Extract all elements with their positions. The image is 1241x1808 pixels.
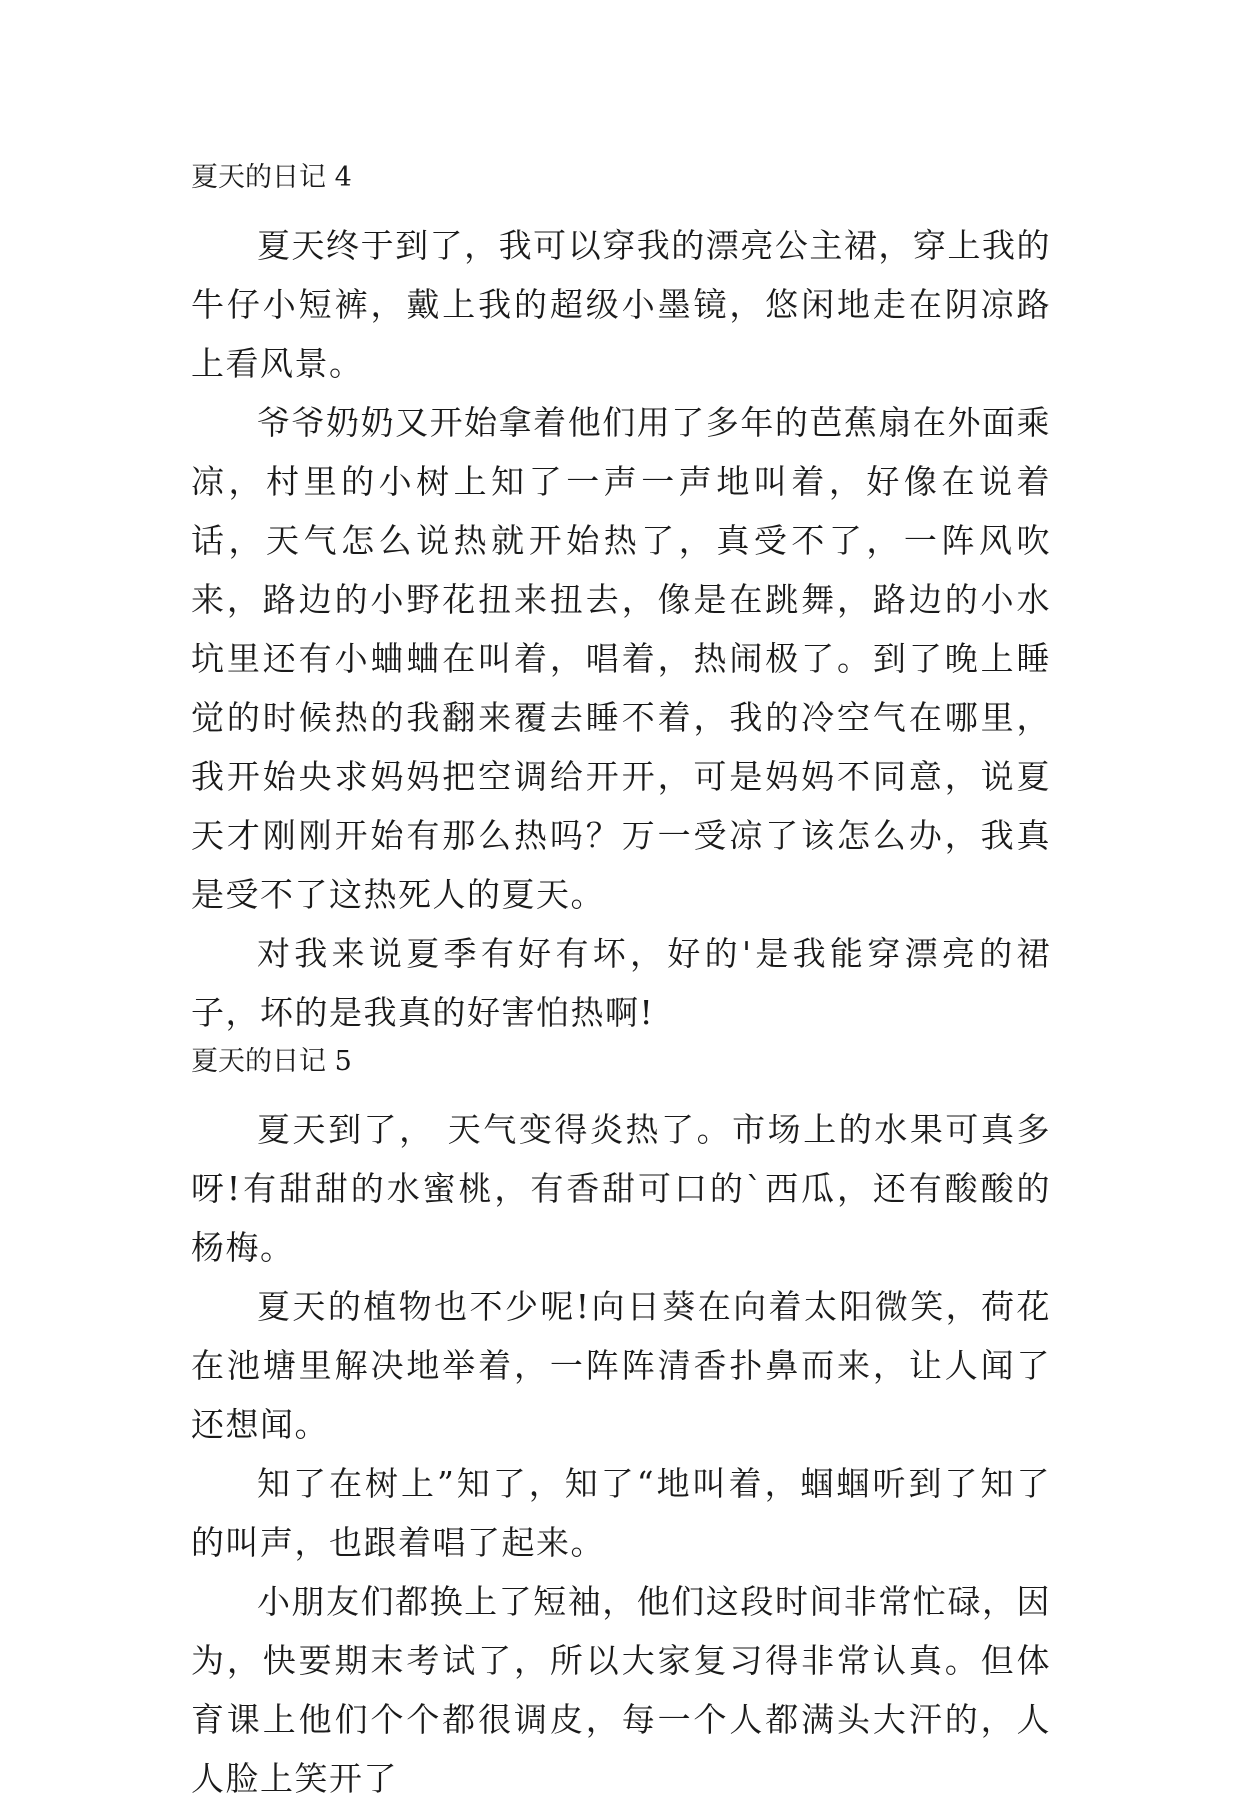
paragraph: 爷爷奶奶又开始拿着他们用了多年的芭蕉扇在外面乘凉，村里的小树上知了一声一声地叫着，好像在说着话，天气怎么说热就开始热了，真受不了，一阵风吹来，路边的小野花扭来扭去，像是在跳舞，路边的小水坑里还有小蛐蛐在叫着，唱着，热闹极了。到了晚上睡觉的时候热的我翻来覆去睡不着，我的冷空气在哪里，我开始央求妈妈把空调给开开，可是妈妈不同意，说夏天才刚刚开始有那么热吗？万一受凉了该怎么办，我真是受不了这热死人的夏天。 bbox=[191, 403, 1051, 914]
section-heading-diary-4: 夏天的日记 4 bbox=[191, 162, 352, 193]
paragraph: 夏天终于到了，我可以穿我的漂亮公主裙，穿上我的牛仔小短裤，戴上我的超级小墨镜，悠闲地走在阴凉路上看风景。 bbox=[191, 226, 1051, 383]
document-page bbox=[191, 158, 1051, 1808]
section-heading-diary-5: 夏天的日记 5 bbox=[191, 1046, 352, 1077]
paragraph: 夏天的植物也不少呢!向日葵在向着太阳微笑，荷花在池塘里解决地举着，一阵阵清香扑鼻而来，让人闻了还想闻。 bbox=[191, 1287, 1051, 1444]
paragraph: 知了在树上”知了，知了“地叫着，蝈蝈听到了知了的叫声，也跟着唱了起来。 bbox=[191, 1464, 1051, 1562]
paragraph: 夏天到了， 天气变得炎热了。市场上的水果可真多呀!有甜甜的水蜜桃，有香甜可口的`西瓜，还有酸酸的杨梅。 bbox=[191, 1110, 1051, 1267]
paragraph: 小朋友们都换上了短袖，他们这段时间非常忙碌，因为，快要期末考试了，所以大家复习得非常认真。但体育课上他们个个都很调皮，每一个人都满头大汗的，人人脸上笑开了 bbox=[191, 1582, 1051, 1798]
paragraph: 对我来说夏季有好有坏，好的'是我能穿漂亮的裙子，坏的是我真的好害怕热啊! bbox=[191, 934, 1051, 1032]
